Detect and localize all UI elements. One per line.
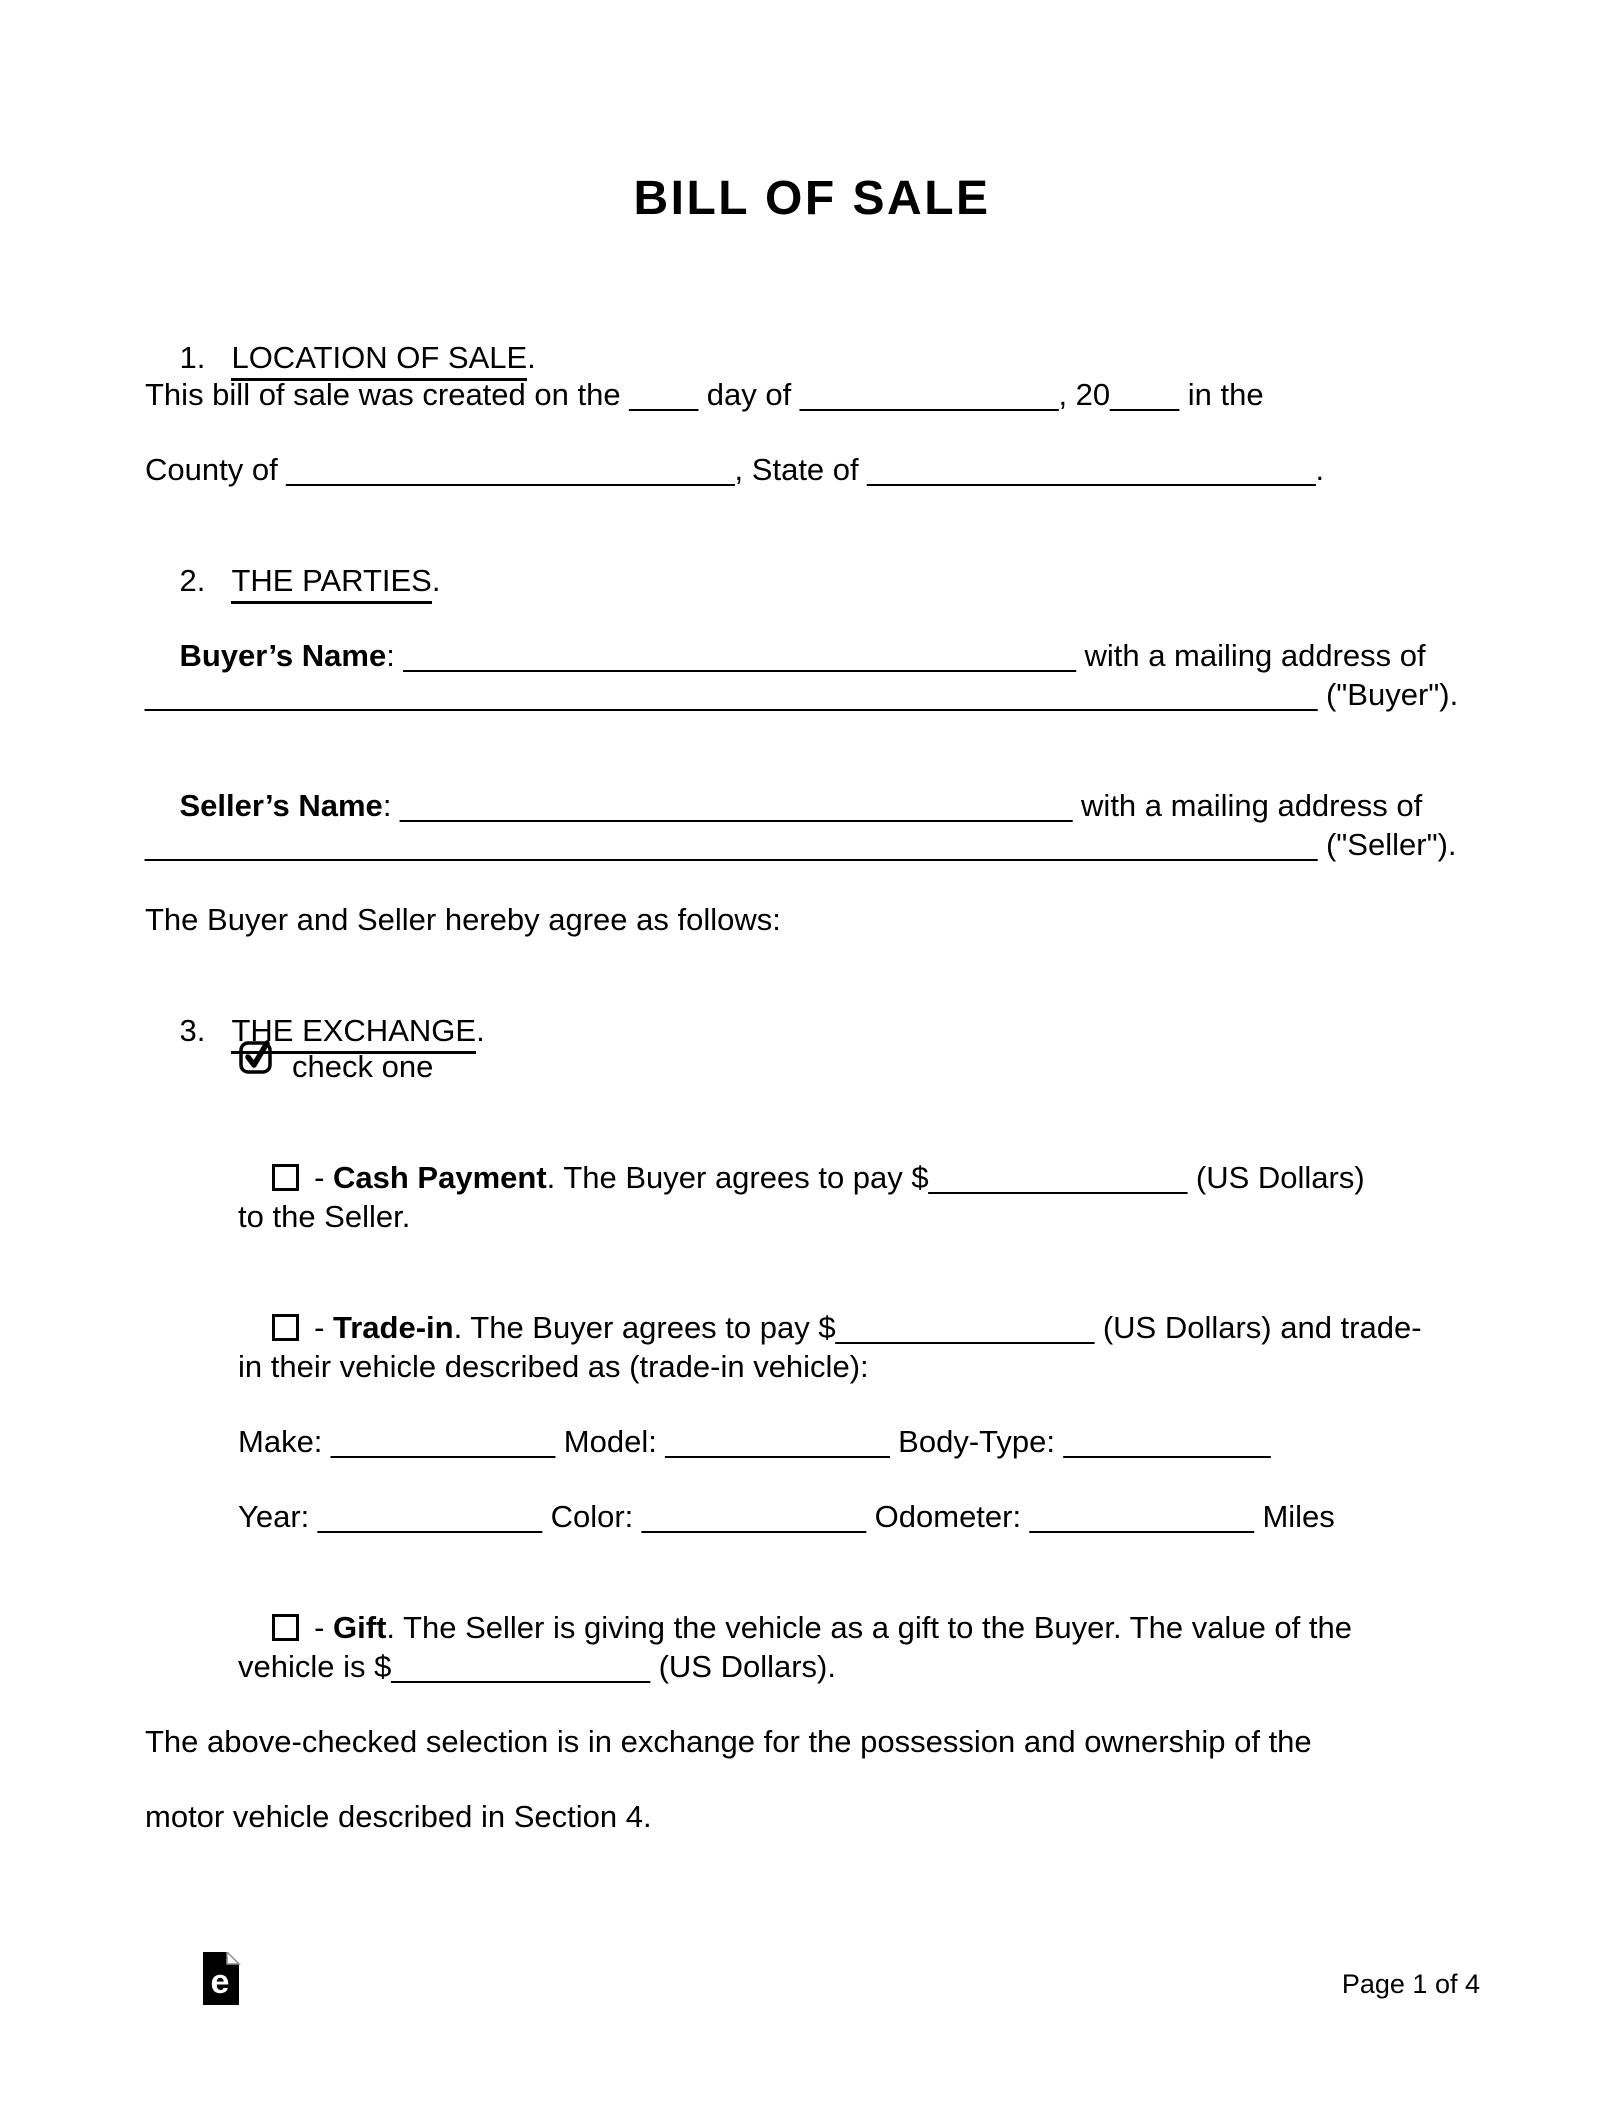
page-number-label: Page 1 of 4 (1341, 1969, 1480, 1999)
trade-in-year-color-line: Year: _____________ Color: _____________ Odometer: _____________ Miles (238, 1499, 1335, 1534)
buyer-name-blank: : _______________________________________ with a mailing address of (386, 637, 1426, 673)
gift-continued: vehicle is $_______________ (US Dollars). (238, 1649, 836, 1684)
seller-name-blank: : _______________________________________ with a mailing address of (382, 787, 1423, 823)
cash-payment-checkbox[interactable] (272, 1164, 299, 1191)
section-3-number: 3. (179, 1012, 206, 1048)
gift-text: . The Seller is giving the vehicle as a gift to the Buyer. The value of the (386, 1609, 1352, 1645)
trade-in-checkbox[interactable] (272, 1314, 299, 1341)
gift-label: Gift (333, 1609, 387, 1645)
section-1-heading: LOCATION OF SALE (231, 340, 527, 382)
eforms-logo-icon (201, 1952, 241, 2013)
section-1-period: . (527, 339, 536, 375)
section-2-heading: THE PARTIES (231, 563, 431, 605)
section-1-number: 1. (179, 339, 206, 375)
buyer-name-label: Buyer’s Name (179, 637, 387, 673)
closing-line-1: The above-checked selection is in exchange for the possession and ownership of the (145, 1724, 1312, 1759)
cash-separator: - (305, 1159, 334, 1195)
seller-address-line: ____________________________________________________________________ ("Seller"). (145, 827, 1457, 862)
cash-payment-label: Cash Payment (333, 1159, 547, 1195)
checked-checkbox-icon (238, 1036, 276, 1082)
trade-in-label: Trade-in (333, 1309, 454, 1345)
cash-payment-text: . The Buyer agrees to pay $_______________ (US Dollars) (546, 1159, 1365, 1195)
page-title: BILL OF SALE (633, 172, 991, 225)
check-one-label: check one (292, 1049, 434, 1084)
seller-name-label: Seller’s Name (179, 787, 383, 823)
eforms-logo-letter: e (210, 1963, 230, 2001)
closing-line-2: motor vehicle described in Section 4. (145, 1799, 652, 1834)
section-3-heading: THE EXCHANGE (231, 1013, 476, 1055)
section-2-period: . (431, 562, 441, 598)
trade-in-text: . The Buyer agrees to pay $_______________ (US Dollars) and trade- (453, 1309, 1422, 1345)
trade-in-continued: in their vehicle described as (trade-in vehicle): (238, 1349, 869, 1384)
location-county-state-line: County of __________________________, State of __________________________. (145, 452, 1325, 487)
gift-checkbox[interactable] (272, 1614, 299, 1641)
trade-in-make-model-line: Make: _____________ Model: _____________ Body-Type: ____________ (238, 1424, 1271, 1459)
section-3-period: . (476, 1012, 485, 1048)
buyer-address-line: ____________________________________________________________________ ("Buyer"). (145, 677, 1459, 712)
section-2-number: 2. (179, 562, 206, 598)
location-date-line: This bill of sale was created on the ____ day of _______________, 20____ in the (145, 377, 1264, 412)
gift-separator: - (305, 1609, 334, 1645)
trade-separator: - (305, 1309, 334, 1345)
agreement-intro-line: The Buyer and Seller hereby agree as follows: (145, 902, 781, 937)
cash-payment-continued: to the Seller. (238, 1199, 411, 1234)
